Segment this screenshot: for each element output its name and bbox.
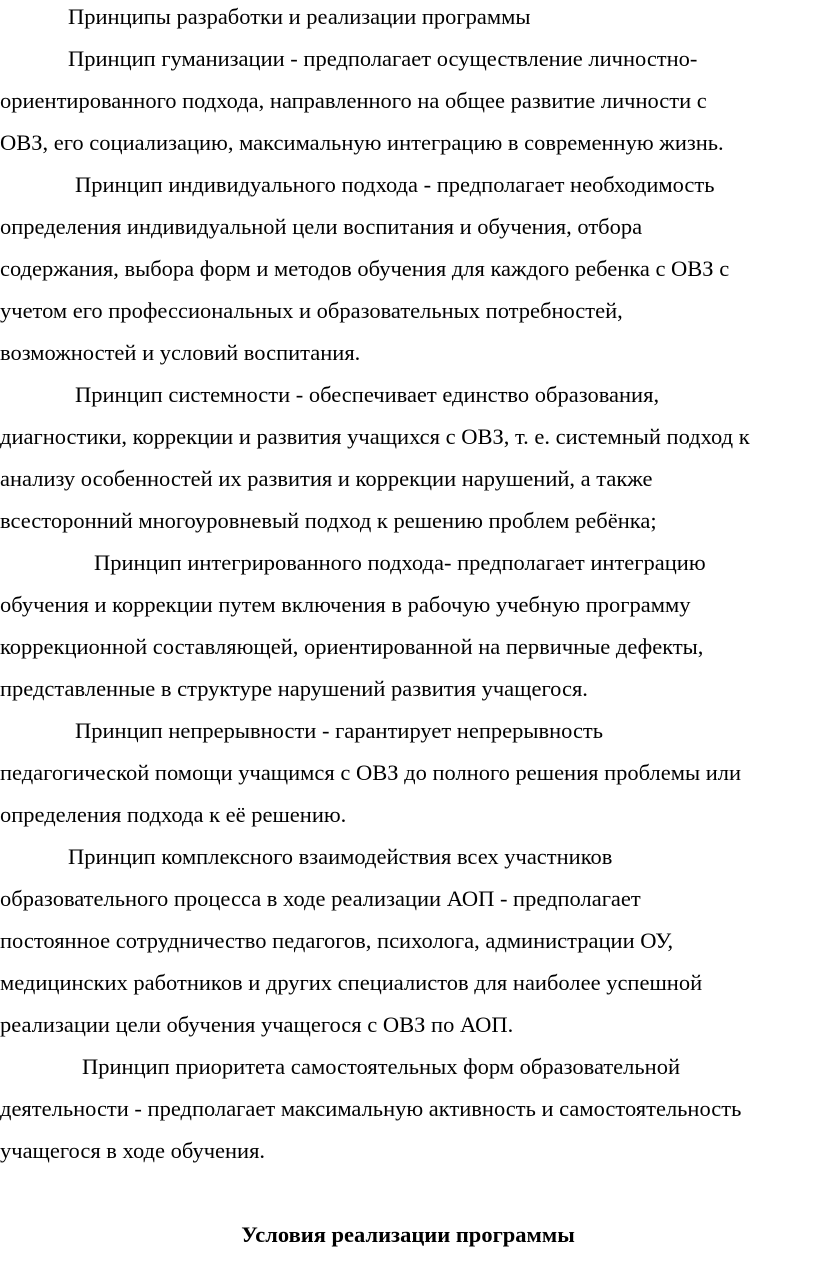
paragraph-priority-line-2: деятельности - предполагает максимальную активность и самостоятельность [0, 1096, 742, 1121]
paragraph-integrated-line-2: обучения и коррекции путем включения в рабочую учебную программу [0, 592, 691, 617]
paragraph-complex-line-5: реализации цели обучения учащегося с ОВЗ по АОП. [0, 1012, 514, 1037]
paragraph-complex-line-2: образовательного процесса в ходе реализации АОП - предполагает [0, 886, 641, 911]
section-heading: Условия реализации программы [241, 1222, 575, 1247]
paragraph-individual-line-1: Принцип индивидуального подхода - предполагает необходимость [75, 172, 715, 197]
paragraph-continuity-line-1: Принцип непрерывности - гарантирует непрерывность [75, 718, 604, 743]
paragraph-humanization-line-1: Принцип гуманизации - предполагает осуществление личностно- [68, 46, 698, 71]
paragraph-systemic-line-2: диагностики, коррекции и развития учащихся с ОВЗ, т. е. системный подход к [0, 424, 750, 449]
paragraph-complex-line-4: медицинских работников и других специалистов для наиболее успешной [0, 970, 703, 995]
paragraph-integrated-line-3: коррекционной составляющей, ориентированной на первичные дефекты, [0, 634, 704, 659]
paragraph-humanization-line-3: ОВЗ, его социализацию, максимальную интеграцию в современную жизнь. [0, 130, 724, 155]
paragraph-continuity-line-2: педагогической помощи учащимся с ОВЗ до полного решения проблемы или [0, 760, 742, 785]
paragraph-integrated-line-1: Принцип интегрированного подхода- предполагает интеграцию [94, 550, 706, 575]
paragraph-priority-line-3: учащегося в ходе обучения. [0, 1138, 266, 1163]
paragraph-complex-line-1: Принцип комплексного взаимодействия всех участников [68, 844, 613, 869]
paragraph-priority-line-1: Принцип приоритета самостоятельных форм образовательной [82, 1054, 680, 1079]
paragraph-individual-line-4: учетом его профессиональных и образовательных потребностей, [0, 298, 623, 323]
principles-title: Принципы разработки и реализации программы [68, 4, 531, 29]
paragraph-systemic-line-3: анализу особенностей их развития и коррекции нарушений, а также [0, 466, 653, 491]
paragraph-integrated-line-4: представленные в структуре нарушений развития учащегося. [0, 676, 588, 701]
paragraph-individual-line-3: содержания, выбора форм и методов обучения для каждого ребенка с ОВЗ с [0, 256, 730, 281]
paragraph-individual-line-2: определения индивидуальной цели воспитания и обучения, отбора [0, 214, 643, 239]
paragraph-individual-line-5: возможностей и условий воспитания. [0, 340, 361, 365]
paragraph-humanization-line-2: ориентированного подхода, направленного на общее развитие личности с [0, 88, 707, 113]
paragraph-systemic-line-4: всесторонний многоуровневый подход к решению проблем ребёнка; [0, 508, 657, 533]
paragraph-complex-line-3: постоянное сотрудничество педагогов, психолога, администрации ОУ, [0, 928, 674, 953]
paragraph-continuity-line-3: определения подхода к её решению. [0, 802, 347, 827]
paragraph-systemic-line-1: Принцип системности - обеспечивает единство образования, [75, 382, 660, 407]
